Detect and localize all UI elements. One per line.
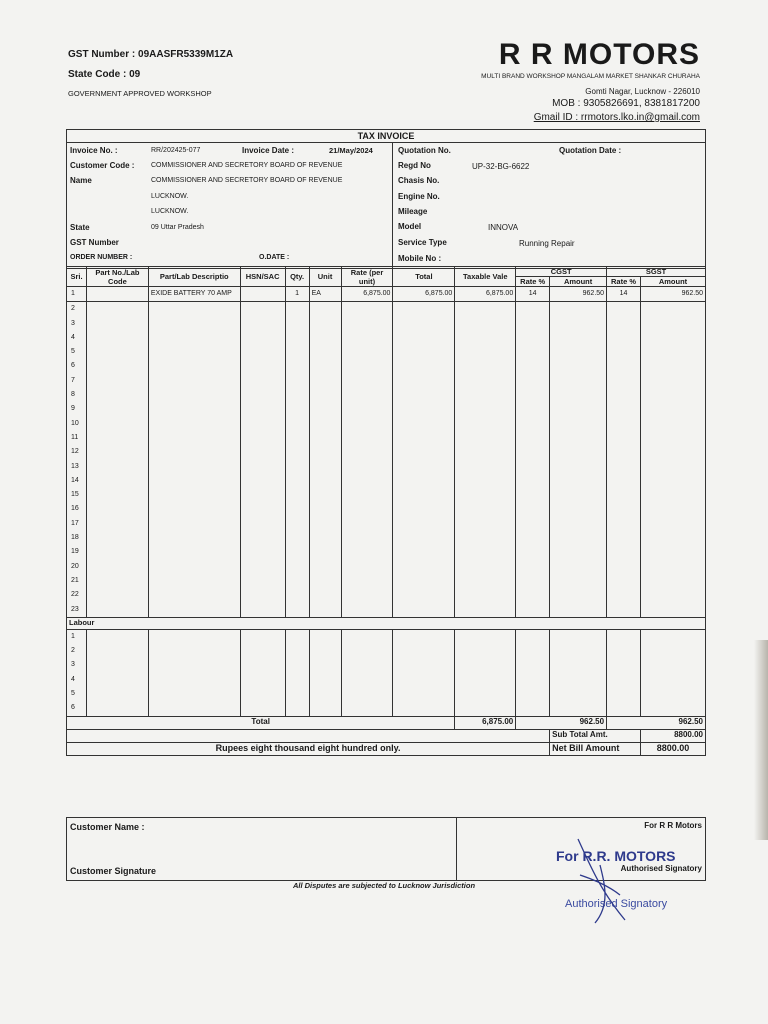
labour-label: Labour [67,617,706,629]
gst-label: GST Number [70,238,119,247]
service-type-label: Service Type [398,238,447,247]
row-number: 20 [67,560,87,574]
table-row [67,287,706,302]
order-number-label: ORDER NUMBER : [70,254,133,261]
signature-scribble-icon [570,835,630,925]
row-number: 10 [67,417,87,431]
col-cgst: CGST [516,267,607,277]
table-row [67,658,706,672]
quotation-date-label: Quotation Date : [559,146,622,155]
net-bill-label: Net Bill Amount [550,742,641,755]
state-code: State Code : 09 [68,69,141,80]
invoice-date: 21/May/2024 [329,146,373,155]
name-label: Name [70,176,92,185]
item-sgst-amount: 962.50 [641,287,706,302]
total-label: Total [67,716,455,729]
row-number: 21 [67,574,87,588]
table-row [67,673,706,687]
brand-name: R R MOTORS [498,38,700,71]
item-rate: 6,875.00 [341,287,393,302]
table-row [67,302,706,317]
address-line-2: LUCKNOW. [151,208,189,215]
table-row [67,417,706,431]
row-number: 17 [67,517,87,531]
items-table [66,266,706,756]
col-sgst-rate: Rate % [607,277,641,287]
row-number: 11 [67,431,87,445]
table-row [67,317,706,331]
address-line-1: LUCKNOW. [151,193,189,200]
amount-in-words: Rupees eight thousand eight hundred only. [67,742,550,755]
table-row [67,502,706,516]
table-row [67,531,706,545]
row-number: 5 [67,687,87,701]
info-divider [392,143,393,268]
table-row [67,402,706,416]
brand-address: Gomti Nagar, Lucknow - 226010 [585,87,700,96]
row-number: 9 [67,402,87,416]
total-cgst: 962.50 [516,716,607,729]
labour-rows [67,629,706,716]
odate-label: O.DATE : [259,254,290,261]
item-sgst-rate: 14 [607,287,641,302]
row-number: 12 [67,445,87,459]
total-sgst: 962.50 [607,716,706,729]
subtotal-value: 8800.00 [641,729,706,742]
model-label: Model [398,222,422,231]
header-row-1 [67,267,706,277]
gst-number: GST Number : 09AASFR5339M1ZA [68,49,234,60]
item-qty: 1 [285,287,309,302]
customer-code: COMMISSIONER AND SECRETORY BOARD OF REVENUE [151,162,343,169]
subtotal-row [67,729,706,742]
item-total: 6,875.00 [393,287,455,302]
header-left [68,49,233,107]
row-number: 14 [67,474,87,488]
col-rate: Rate (per unit) [341,267,393,287]
row-number: 16 [67,502,87,516]
row-number: 6 [67,701,87,716]
row-number: 4 [67,673,87,687]
mobile-no-label: Mobile No : [398,254,442,263]
gov-approved: GOVERNMENT APPROVED WORKSHOP [68,89,212,98]
invoice-date-label: Invoice Date : [242,146,295,155]
row-number: 15 [67,488,87,502]
table-row [67,629,706,644]
invoice-title: TAX INVOICE [66,129,706,143]
row-number: 7 [67,374,87,388]
item-unit: EA [309,287,341,302]
col-desc: Part/Lab Descriptio [148,267,240,287]
col-taxable: Taxable Vale [455,267,516,287]
table-row [67,388,706,402]
customer-name-label: Customer Name : [70,822,145,832]
state-value: 09 Uttar Pradesh [151,224,204,231]
row-number: 3 [67,317,87,331]
row-number: 22 [67,588,87,602]
item-cgst-rate: 14 [516,287,550,302]
labour-row [67,617,706,629]
regd-label: Regd No [398,161,431,170]
col-unit: Unit [309,267,341,287]
stamp-signatory: Authorised Signatory [565,898,668,910]
table-row [67,488,706,502]
row-number: 5 [67,345,87,359]
table-row [67,474,706,488]
customer-name-value: COMMISSIONER AND SECRETORY BOARD OF REVENUE [151,177,343,184]
table-row [67,517,706,531]
net-row [67,742,706,755]
table-row [67,331,706,345]
row-number: 1 [67,629,87,644]
brand-subtitle: MULTI BRAND WORKSHOP MANGALAM MARKET SHANKAR CHURAHA [481,73,700,80]
item-taxable: 6,875.00 [455,287,516,302]
table-row [67,560,706,574]
page-edge-shadow [754,640,768,840]
item-desc: EXIDE BATTERY 70 AMP [148,287,240,302]
subtotal-label: Sub Total Amt. [550,729,641,742]
row-number: 2 [67,644,87,658]
for-company: For R R Motors [644,821,702,830]
row-number: 3 [67,658,87,672]
company-stamp: For R.R. MOTORS [556,848,676,864]
row-number: 13 [67,460,87,474]
regd-value: UP-32-BG-6622 [472,162,530,171]
col-total: Total [393,267,455,287]
table-row [67,588,706,602]
total-taxable: 6,875.00 [455,716,516,729]
total-row [67,716,706,729]
row-number: 8 [67,388,87,402]
customer-code-label: Customer Code : [70,161,135,170]
col-cgst-rate: Rate % [516,277,550,287]
chasis-label: Chasis No. [398,176,440,185]
row-number: 23 [67,603,87,618]
model-value: INNOVA [488,223,519,232]
table-row [67,644,706,658]
table-row [67,687,706,701]
invoice-sheet [64,40,704,880]
table-row [67,374,706,388]
customer-signature-label: Customer Signature [70,866,157,876]
service-type-value: Running Repair [519,239,575,248]
col-sr: Sri. [67,267,87,287]
table-row [67,359,706,373]
col-hsn: HSN/SAC [240,267,285,287]
mileage-label: Mileage [398,207,428,216]
table-row [67,574,706,588]
brand-mobile: MOB : 9305826691, 8381817200 [552,98,700,109]
table-row [67,431,706,445]
row-number: 4 [67,331,87,345]
row-number: 6 [67,359,87,373]
col-sgst-amount: Amount [641,277,706,287]
quotation-no-label: Quotation No. [398,146,451,155]
table-row [67,545,706,559]
row-number: 1 [67,287,87,302]
col-sgst: SGST [607,267,706,277]
table-row [67,345,706,359]
col-cgst-amount: Amount [550,277,607,287]
invoice-info [66,142,706,269]
table-row [67,603,706,618]
disputes-note: All Disputes are subjected to Lucknow Jurisdiction [292,881,476,890]
engine-label: Engine No. [398,192,440,201]
row-number: 19 [67,545,87,559]
item-cgst-amount: 962.50 [550,287,607,302]
invoice-no: RR/202425-077 [151,147,201,154]
col-qty: Qty. [285,267,309,287]
brand-block [481,40,700,123]
net-bill-value: 8800.00 [641,742,706,755]
blank-rows [67,302,706,618]
state-label: State [70,223,90,232]
brand-email: Gmail ID : rrmotors.lko.in@gmail.com [533,112,700,123]
invoice-no-label: Invoice No. : [70,146,118,155]
table-row [67,460,706,474]
row-number: 18 [67,531,87,545]
table-row [67,445,706,459]
table-row [67,701,706,716]
footer-divider [456,818,457,880]
authorised-signatory: Authorised Signatory [620,864,702,873]
col-part-no: Part No./Lab Code [86,267,148,287]
row-number: 2 [67,302,87,317]
